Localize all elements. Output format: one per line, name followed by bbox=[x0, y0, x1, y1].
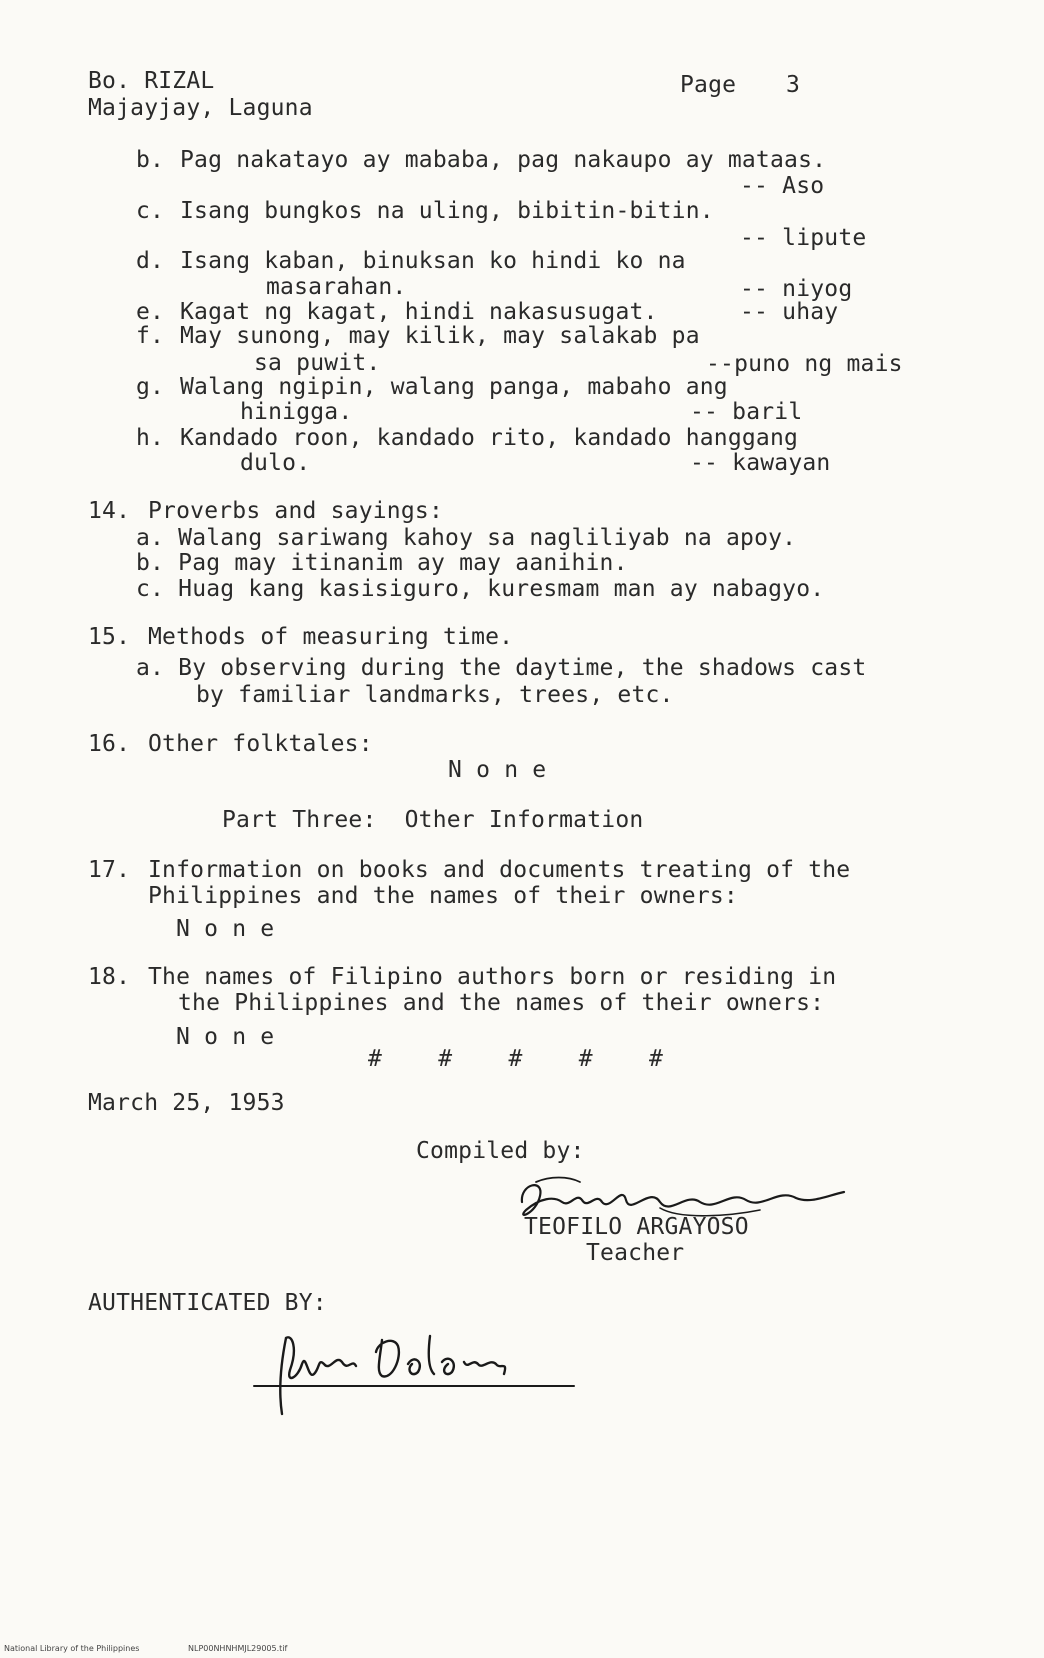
section-value: N o n e bbox=[176, 1024, 275, 1050]
riddle-text: Isang bungkos na uling, bibitin-bitin. bbox=[180, 198, 714, 224]
section-number: 14. bbox=[88, 498, 131, 524]
barrio-name: Bo. RIZAL bbox=[88, 68, 215, 94]
document-date: March 25, 1953 bbox=[88, 1090, 285, 1116]
proverb-item: a. Walang sariwang kahoy sa nagliliyab na apoy. bbox=[136, 525, 797, 551]
section-text: Information on books and documents treating of the bbox=[148, 857, 851, 883]
proverb-item: b. Pag may itinanim ay may aanihin. bbox=[136, 550, 628, 576]
riddle-answer: --puno ng mais bbox=[706, 351, 903, 377]
riddle-letter: d. bbox=[136, 248, 165, 274]
page-number: 3 bbox=[786, 72, 801, 98]
riddle-answer: -- kawayan bbox=[690, 450, 831, 476]
riddle-text: Kandado roon, kandado rito, kandado hanggang bbox=[180, 425, 799, 451]
town-name: Majayjay, Laguna bbox=[88, 95, 313, 121]
section-number: 18. bbox=[88, 964, 131, 990]
riddle-letter: c. bbox=[136, 198, 165, 224]
riddle-letter: b. bbox=[136, 147, 165, 173]
compiled-by-label: Compiled by: bbox=[416, 1138, 585, 1164]
riddle-letter: f. bbox=[136, 323, 165, 349]
riddle-text: Kagat ng kagat, hindi nakasusugat. bbox=[180, 299, 658, 325]
section-value: N o n e bbox=[448, 757, 547, 783]
compiler-title: Teacher bbox=[586, 1240, 685, 1266]
section-title: Other folktales: bbox=[148, 731, 373, 757]
section-number: 16. bbox=[88, 731, 131, 757]
riddle-answer: -- uhay bbox=[740, 299, 839, 325]
part-heading: Part Three: Other Information bbox=[222, 807, 644, 833]
authenticated-by-label: AUTHENTICATED BY: bbox=[88, 1290, 327, 1316]
section-title: Proverbs and sayings: bbox=[148, 498, 443, 524]
section-text: the Philippines and the names of their owners: bbox=[178, 990, 825, 1016]
footer-library: National Library of the Philippines bbox=[4, 1644, 140, 1653]
riddle-answer: -- baril bbox=[690, 399, 803, 425]
end-marks: # # # # # bbox=[368, 1046, 663, 1072]
riddle-answer: -- Aso bbox=[740, 173, 825, 199]
section-title: Methods of measuring time. bbox=[148, 624, 514, 650]
riddle-letter: e. bbox=[136, 299, 165, 325]
section-text: The names of Filipino authors born or residing in bbox=[148, 964, 837, 990]
section-value: N o n e bbox=[176, 916, 275, 942]
method-item: a. By observing during the daytime, the shadows cast bbox=[136, 655, 867, 681]
riddle-answer: -- lipute bbox=[740, 225, 867, 251]
authenticator-signature bbox=[252, 1318, 582, 1428]
footer-filename: NLP00NHNHMJL29005.tif bbox=[188, 1644, 288, 1653]
method-item-continuation: by familiar landmarks, trees, etc. bbox=[196, 682, 674, 708]
page-label: Page bbox=[680, 72, 737, 98]
section-number: 17. bbox=[88, 857, 131, 883]
proverb-item: c. Huag kang kasisiguro, kuresmam man ay nabagyo. bbox=[136, 576, 825, 602]
section-text: Philippines and the names of their owners: bbox=[148, 883, 738, 909]
section-number: 15. bbox=[88, 624, 131, 650]
riddle-text: Pag nakatayo ay mababa, pag nakaupo ay mataas. bbox=[180, 147, 827, 173]
riddle-text: hinigga. bbox=[240, 399, 353, 425]
riddle-text: dulo. bbox=[240, 450, 311, 476]
riddle-letter: h. bbox=[136, 425, 165, 451]
riddle-text: masarahan. bbox=[266, 274, 407, 300]
riddle-text: Walang ngipin, walang panga, mabaho ang bbox=[180, 374, 728, 400]
riddle-text: sa puwit. bbox=[254, 350, 381, 376]
riddle-answer: -- niyog bbox=[740, 276, 853, 302]
riddle-letter: g. bbox=[136, 374, 165, 400]
riddle-text: May sunong, may kilik, may salakab pa bbox=[180, 323, 700, 349]
riddle-text: Isang kaban, binuksan ko hindi ko na bbox=[180, 248, 686, 274]
compiler-name: TEOFILO ARGAYOSO bbox=[524, 1214, 749, 1240]
